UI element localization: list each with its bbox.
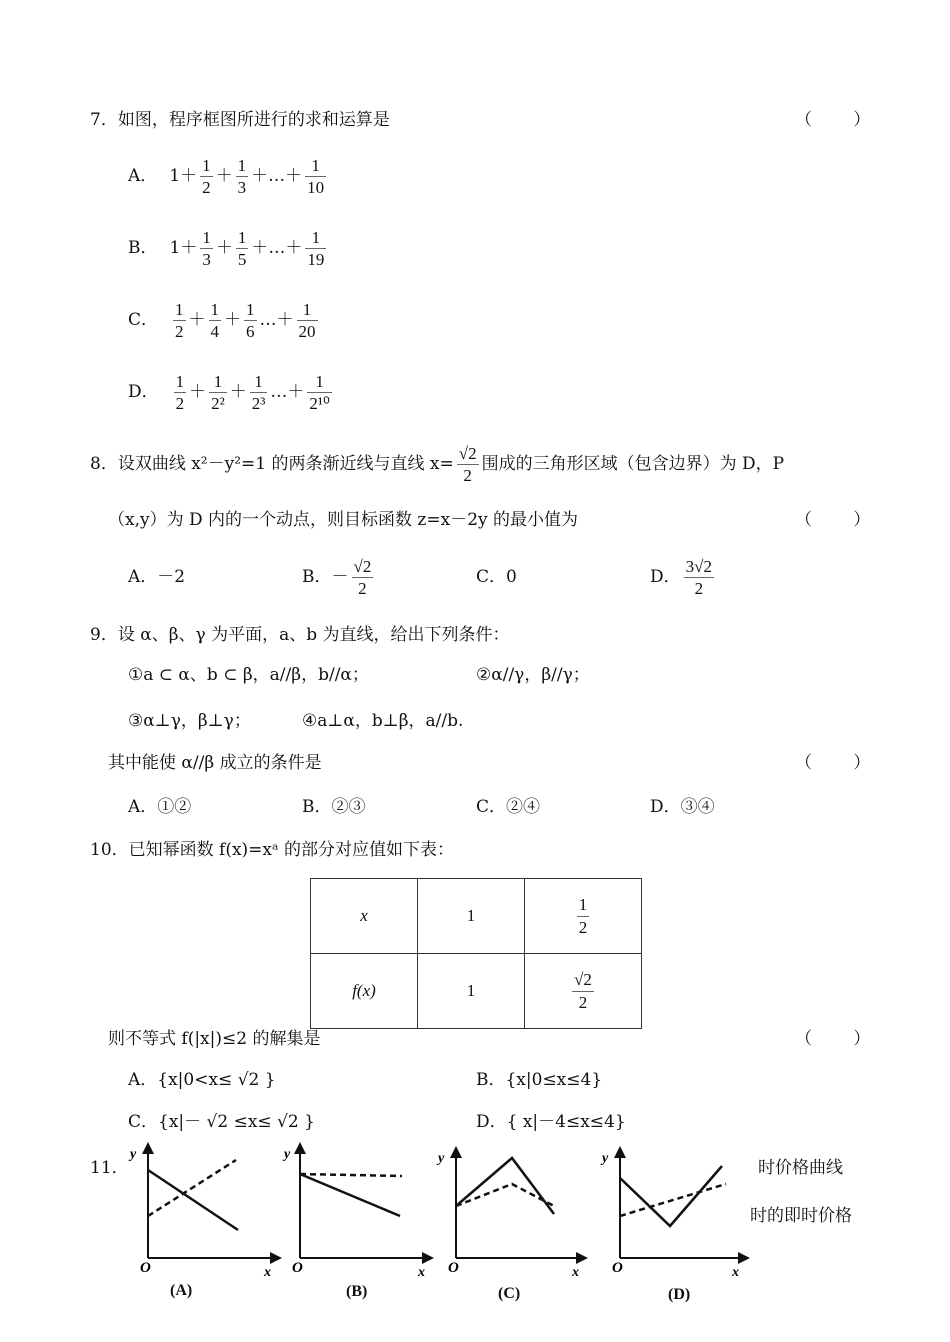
q7-option-d[interactable]: D． $\frac{1}{2}$ ＋ $\frac{1}{\text{2²}}$ ＋ $\frac{1}{\text{2³}}$ …＋ $\frac{1}{\text{2¹⁰}}$ [128, 372, 330, 414]
fraction: $\frac{√2}{2}$ [458, 444, 477, 486]
q10-stem: 10．已知幂函数 f(x)=xᵃ 的部分对应值如下表： [90, 840, 454, 860]
graph-label-b: (B) [346, 1283, 368, 1300]
fraction: $\frac{1}{\text{2¹⁰}}$ [309, 372, 330, 414]
q7-option-b[interactable]: B． 1＋ $\frac{1}{3}$ ＋ $\frac{1}{5}$ ＋…＋ $\frac{1}{19}$ [128, 228, 325, 270]
table-cell: 1 [418, 954, 525, 1029]
solid-line [300, 1174, 400, 1216]
origin-label: O [612, 1260, 623, 1276]
axis-label-x: x [572, 1265, 579, 1280]
fraction: $\frac{1}{\text{2³}}$ [251, 372, 266, 414]
q7-stem: 7．如图，程序框图所进行的求和运算是 [90, 110, 390, 130]
q9-condition-2: ②α//γ，β//γ； [476, 665, 590, 685]
q9-stem: 9．设 α、β、γ 为平面，a、b 为直线，给出下列条件： [90, 625, 510, 645]
q8-stem: 8．设双曲线 x²－y²=1 的两条渐近线与直线 x= $\frac{√2}{2}$ 围成的三角形区域（包含边界）为 D，P [90, 444, 785, 486]
dashed-line [300, 1174, 402, 1176]
q8-stem-line2: （x,y）为 D 内的一个动点，则目标函数 z=x－2y 的最小值为 [108, 510, 579, 530]
fraction: $\frac{1}{5}$ [237, 228, 247, 270]
fraction: $\frac{3√2}{2}$ [685, 557, 712, 599]
q7-option-c[interactable]: C． $\frac{1}{2}$ ＋ $\frac{1}{4}$ ＋ $\frac{1}{6}$ …＋ $\frac{1}{20}$ [128, 300, 316, 342]
origin-label: O [140, 1260, 151, 1276]
q9-condition-3: ③α⊥γ，β⊥γ； [128, 711, 251, 731]
axis-label-y: y [602, 1151, 609, 1166]
q11-text-fragment-2: 时的即时价格 [750, 1206, 852, 1226]
q10-question: 则不等式 f(|x|)≤2 的解集是 [108, 1029, 321, 1049]
q9-answer-bracket: （ ） [795, 753, 889, 773]
table-cell [525, 954, 642, 1029]
fraction: $\frac{√2}{2}$ [353, 557, 372, 599]
q7-answer-bracket: （ ） [795, 110, 889, 130]
q8-option-a[interactable]: A．－2 [128, 567, 186, 587]
fraction: $\frac{1}{4}$ [210, 300, 220, 342]
dashed-line [148, 1160, 236, 1216]
q8-option-b[interactable]: B．－ $\frac{√2}{2}$ [302, 557, 372, 599]
table-cell: 1 [418, 879, 525, 954]
graph-label-c: (C) [498, 1285, 521, 1302]
fraction: $\frac{1}{2}$ [175, 300, 184, 342]
q8-answer-bracket: （ ） [795, 510, 889, 530]
fraction: $\frac{1}{10}$ [307, 156, 325, 198]
graph-c [456, 1152, 582, 1258]
q9-option-d[interactable]: D．③④ [650, 797, 715, 817]
q9-option-c[interactable]: C．②④ [476, 797, 541, 817]
fraction: $\frac{1}{20}$ [298, 300, 316, 342]
q9-condition-1: ①a ⊂ α、b ⊂ β，a//β，b//α； [128, 665, 369, 685]
table-cell [525, 879, 642, 954]
axis-label-x: x [264, 1265, 271, 1280]
graph-b [300, 1148, 428, 1258]
graph-label-a: (A) [170, 1282, 193, 1299]
axis-label-y: y [284, 1147, 291, 1162]
q8-option-c[interactable]: C．0 [476, 567, 517, 587]
fraction: $\frac{1}{19}$ [307, 228, 325, 270]
q11-graphs [118, 1140, 758, 1290]
q10-option-c[interactable]: C．{x|－ √2 ≤x≤ √2 } [128, 1112, 315, 1132]
q10-option-b[interactable]: B．{x|0≤x≤4} [476, 1070, 603, 1090]
fraction: $\frac{1}{2}$ [202, 156, 211, 198]
table-row [311, 879, 642, 954]
graph-a [148, 1148, 276, 1258]
origin-label: O [448, 1260, 459, 1276]
origin-label: O [292, 1260, 303, 1276]
q10-answer-bracket: （ ） [795, 1029, 889, 1049]
q11-number: 11． [90, 1158, 129, 1178]
graph-label-d: (D) [668, 1286, 691, 1303]
fraction: $\frac{1}{\text{2²}}$ [211, 372, 225, 414]
fraction: $\frac{1}{3}$ [202, 228, 211, 270]
q9-option-b[interactable]: B．②③ [302, 797, 366, 817]
fraction: $\frac{1}{6}$ [246, 300, 255, 342]
dashed-line [620, 1184, 726, 1216]
q9-option-a[interactable]: A．①② [128, 797, 192, 817]
q9-question: 其中能使 α//β 成立的条件是 [108, 753, 322, 773]
axis-label-x: x [732, 1265, 739, 1280]
fraction: $\frac{1}{3}$ [237, 156, 247, 198]
q7-option-a[interactable]: A． 1＋ $\frac{1}{2}$ ＋ $\frac{1}{3}$ ＋…＋ $\frac{1}{10}$ [128, 156, 325, 198]
value-table [310, 878, 642, 1029]
axis-label-y: y [130, 1147, 137, 1162]
table-row [311, 954, 642, 1029]
solid-line [620, 1166, 722, 1226]
axis-label-x: x [418, 1265, 425, 1280]
graph-d [620, 1152, 744, 1258]
fraction: $\frac{1}{2}$ [175, 372, 185, 414]
q8-option-d[interactable]: D． $\frac{3√2}{2}$ [650, 557, 712, 599]
table-cell: f(x) [311, 954, 418, 1029]
q10-option-d[interactable]: D．{ x|－4≤x≤4} [476, 1112, 626, 1132]
fraction: $\frac{√2}{2}$ [574, 970, 592, 1012]
solid-line [148, 1170, 238, 1230]
q9-condition-4: ④a⊥α，b⊥β，a//b. [302, 711, 464, 731]
q11-text-fragment-1: 时价格曲线 [758, 1158, 843, 1178]
q10-option-a[interactable]: A．{x|0<x≤ √2 } [128, 1070, 276, 1090]
table-cell: x [311, 879, 418, 954]
axis-label-y: y [438, 1151, 445, 1166]
fraction: $\frac{1}{2}$ [578, 895, 588, 937]
